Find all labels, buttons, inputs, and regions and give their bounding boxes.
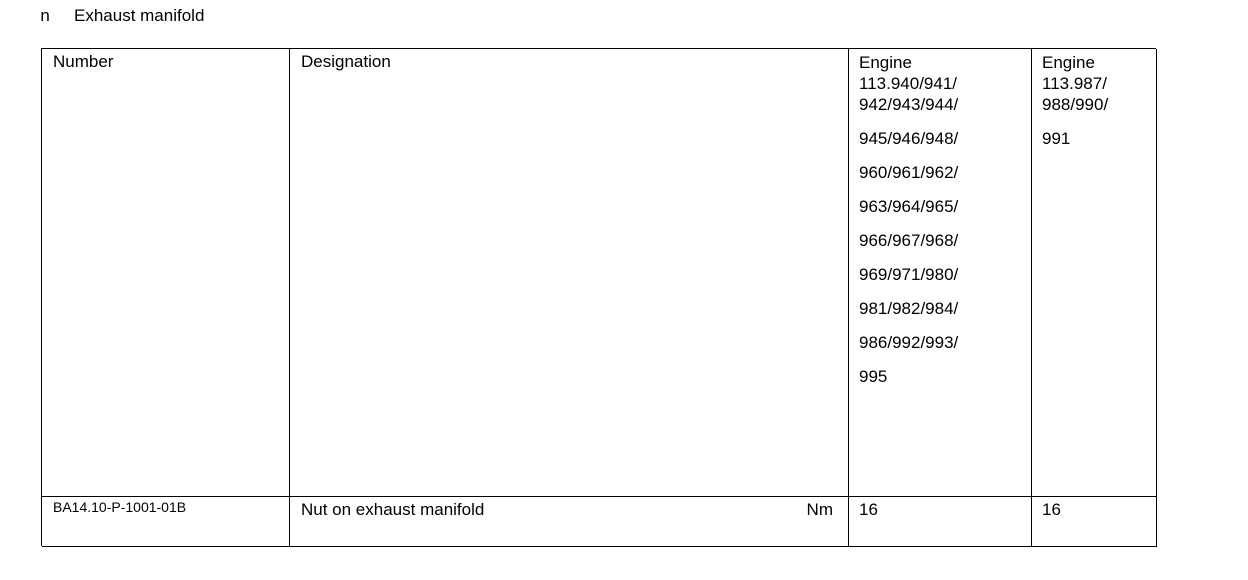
engine-a-line: 986/992/993/ <box>859 333 959 352</box>
row-engine-b-value: 16 <box>1042 500 1061 519</box>
section-title: Exhaust manifold <box>74 6 205 25</box>
bullet-marker: n <box>40 8 51 27</box>
engine-a-line: 113.940/941/ <box>859 74 957 93</box>
engine-b-line: 991 <box>1042 129 1071 148</box>
engine-a-line: 995 <box>859 367 888 386</box>
engine-a-list <box>859 52 958 387</box>
header-engine-b-cell <box>1032 49 1157 497</box>
engine-a-line: 960/961/962/ <box>859 163 959 182</box>
row-designation-cell <box>290 497 849 547</box>
row-engine-a-value: 16 <box>859 500 878 519</box>
row-number-cell <box>42 497 290 547</box>
header-engine-a-cell <box>849 49 1032 497</box>
engine-a-line: 966/967/968/ <box>859 231 959 250</box>
engine-b-list <box>1042 52 1108 149</box>
row-designation: Nut on exhaust manifold <box>301 500 485 519</box>
row-engine-a-cell <box>849 497 1032 547</box>
row-number[interactable]: BA14.10-P-1001-01B <box>53 499 187 515</box>
engine-a-label: Engine <box>859 53 912 72</box>
header-designation-cell <box>290 49 849 497</box>
engine-b-line: 988/990/ <box>1042 95 1109 114</box>
row-unit: Nm <box>806 500 833 519</box>
row-engine-b-cell <box>1032 497 1157 547</box>
engine-a-line: 963/964/965/ <box>859 197 959 216</box>
engine-a-line: 981/982/984/ <box>859 299 959 318</box>
engine-a-line: 945/946/948/ <box>859 129 959 148</box>
torque-table <box>41 48 1156 546</box>
engine-b-line: 113.987/ <box>1042 74 1107 93</box>
engine-a-line: 942/943/944/ <box>859 95 959 114</box>
engine-b-label: Engine <box>1042 53 1095 72</box>
section-heading <box>40 6 204 27</box>
header-number-cell <box>42 49 290 497</box>
header-number: Number <box>53 52 114 71</box>
engine-a-line: 969/971/980/ <box>859 265 959 284</box>
header-designation: Designation <box>301 52 391 71</box>
